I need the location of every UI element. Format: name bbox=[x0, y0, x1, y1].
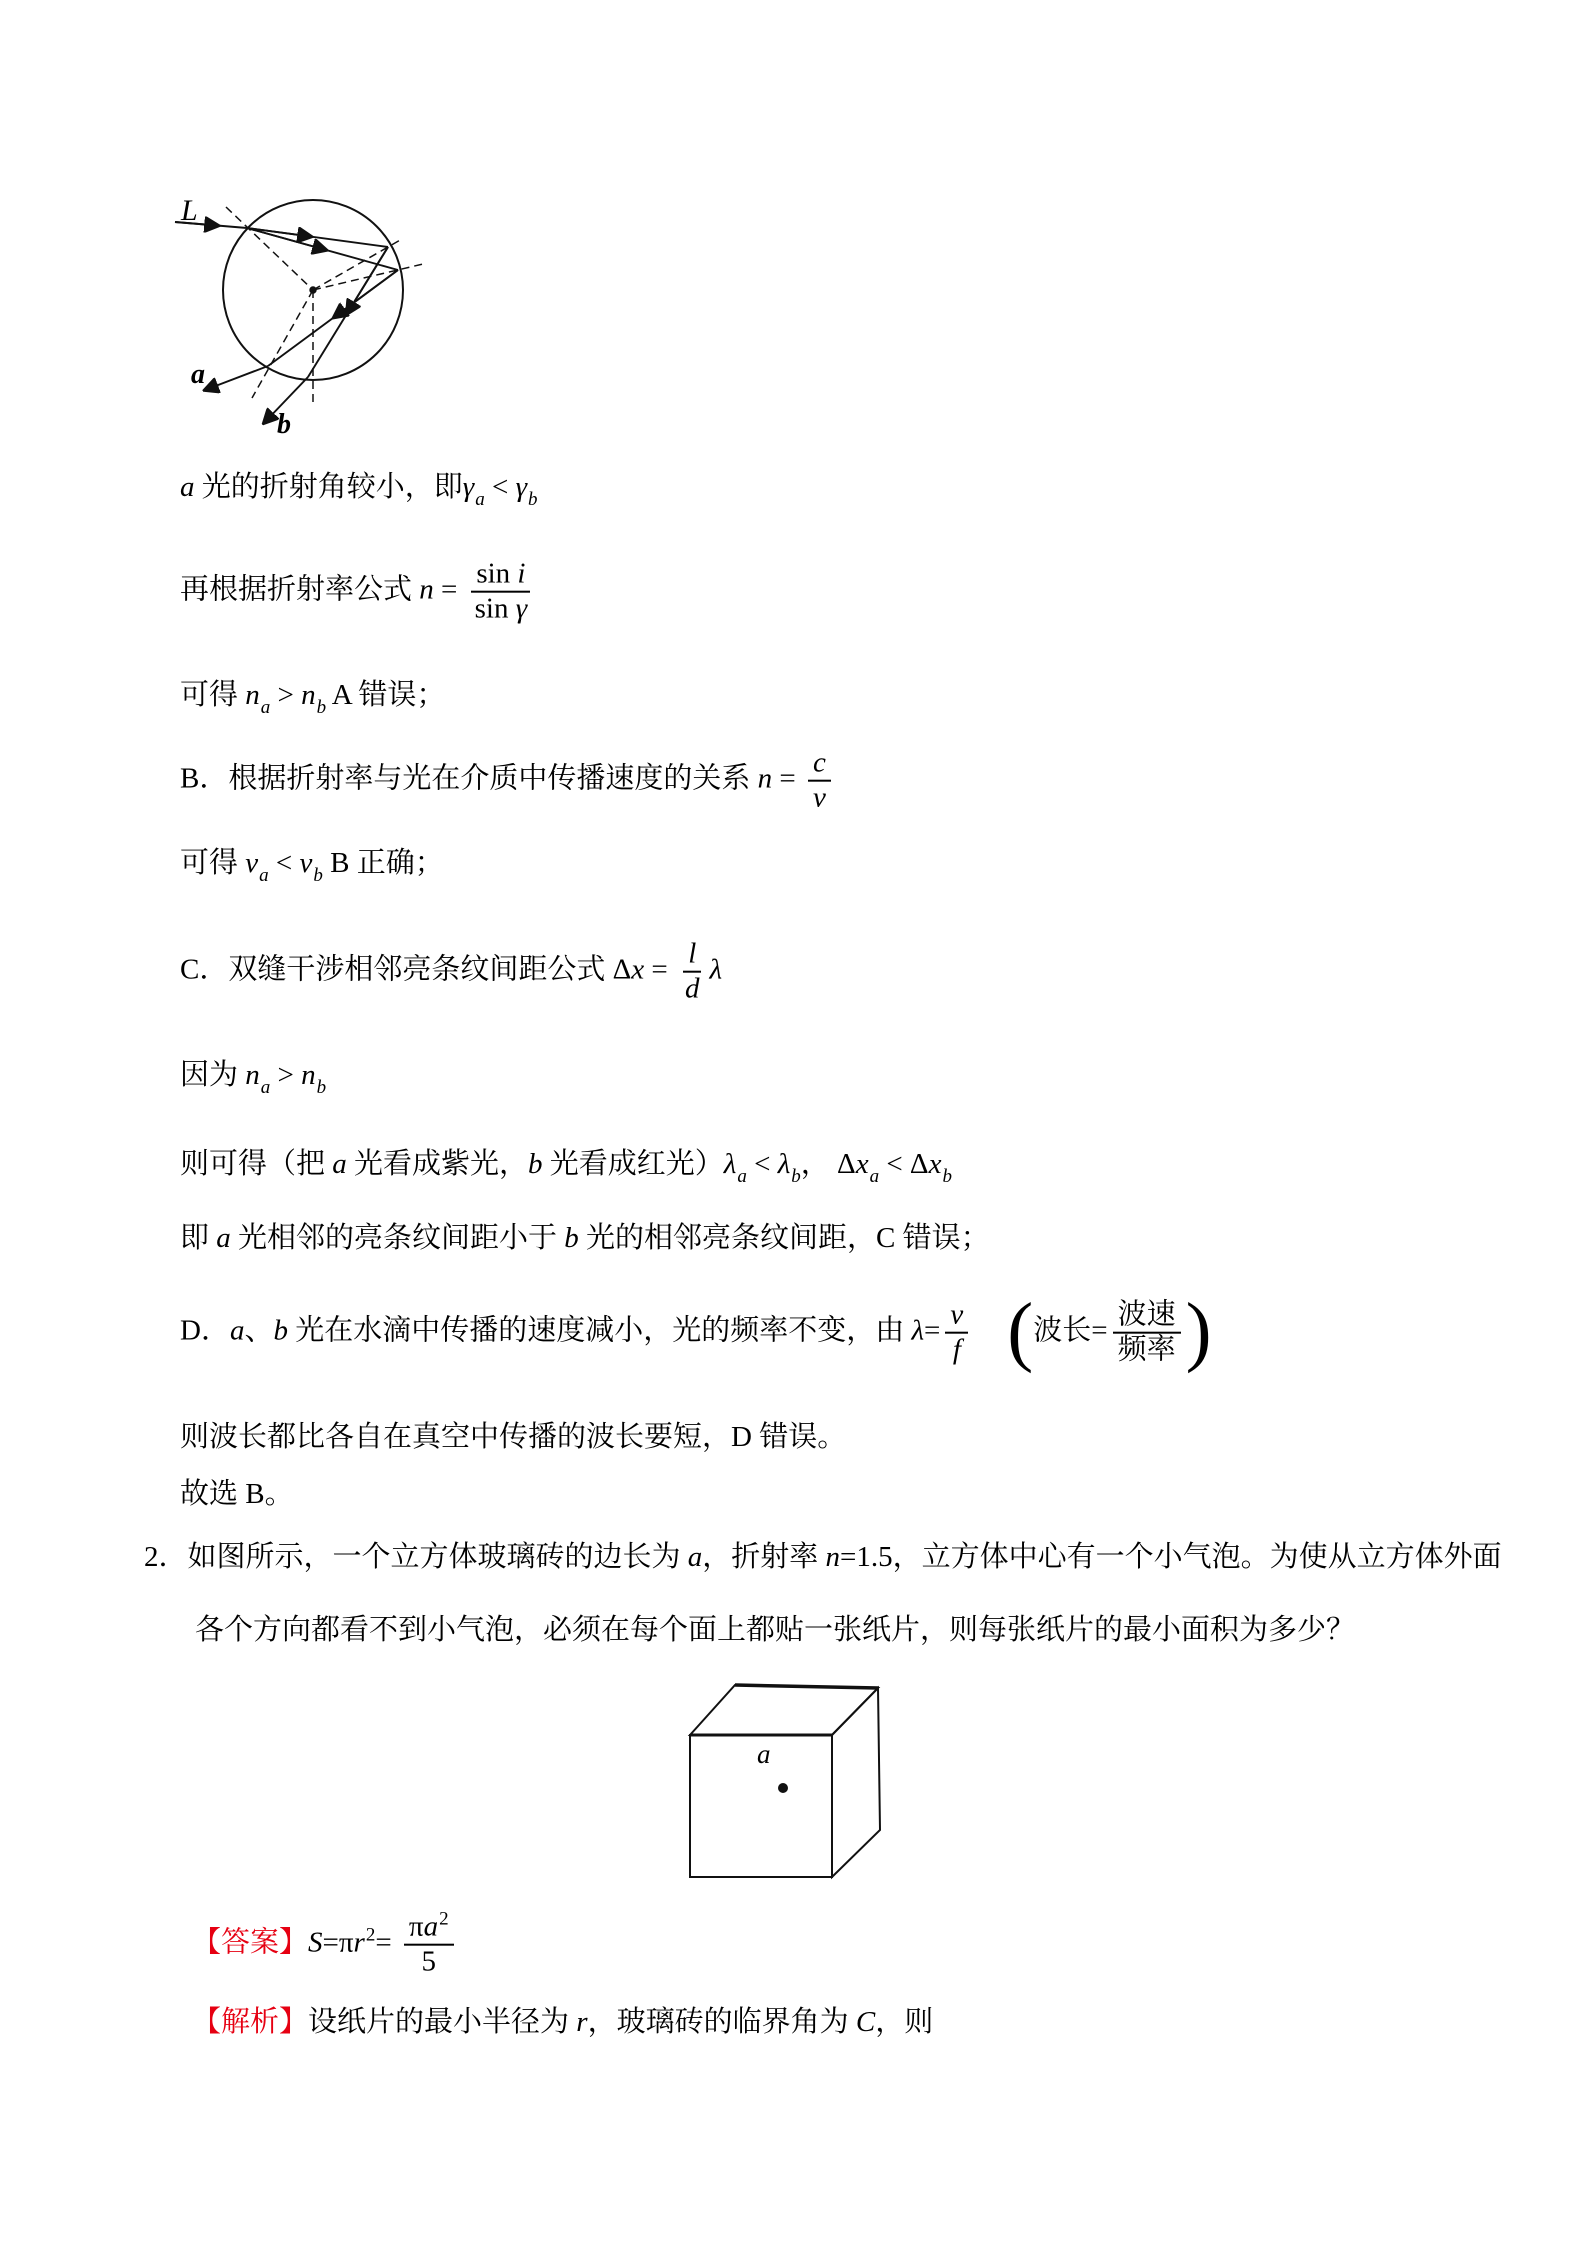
line-conclusion-c: 即 a 光相邻的亮条纹间距小于 b 光的相邻亮条纹间距，C 错误； bbox=[180, 1221, 990, 1254]
ray-b-label: b bbox=[277, 409, 291, 440]
cube-top-back-edge bbox=[735, 1685, 878, 1688]
line-because: 因为 $n_a > n_b$ bbox=[180, 1058, 327, 1098]
line-refraction-angle: a 光的折射角较小，即$\gamma_a < \gamma_b$ bbox=[180, 470, 538, 510]
line-option-c: C．双缝干涉相邻亮条纹间距公式 Δx = $\frac{l}{d}$ λ bbox=[180, 937, 723, 1005]
glass-cube-diagram bbox=[660, 1665, 910, 1895]
line-question2-1: 2．如图所示，一个立方体玻璃砖的边长为 a，折射率 n=1.5，立方体中心有一个小气泡。为使从立方体外面 bbox=[144, 1540, 1502, 1573]
line-conclusion-a: 可得 $n_a > n_b$ A 错误； bbox=[180, 678, 446, 718]
cube-right-face bbox=[832, 1688, 880, 1877]
normal-dashed-lines bbox=[226, 207, 423, 402]
line-choose-b: 故选 B。 bbox=[180, 1477, 294, 1510]
water-droplet-ray-diagram bbox=[125, 130, 445, 440]
line-question2-2: 各个方向都看不到小气泡，必须在每个面上都贴一张纸片，则每张纸片的最小面积为多少？ bbox=[195, 1613, 1356, 1646]
droplet-center-dot bbox=[310, 287, 316, 293]
line-formula-n: 再根据折射率公式 n = $\frac{\text{sin i}}{\text{sin γ}}$ bbox=[180, 559, 537, 626]
line-option-d: D．a、b 光在水滴中传播的速度减小，光的频率不变，由 λ= $\frac{v}{f}$ (波长= $\frac{\text{波速}}{\text{频率}}$ ) bbox=[180, 1287, 1212, 1374]
line-analysis: 【解析】设纸片的最小半径为 r，玻璃砖的临界角为 C，则 bbox=[192, 2005, 934, 2038]
line-then-get: 则可得（把 a 光看成紫光，b 光看成红光）$\lambda_a < \lambda_b$， $\Delta x_a < \Delta x_b$ bbox=[180, 1147, 952, 1187]
line-conclusion-d: 则波长都比各自在真空中传播的波长要短，D 错误。 bbox=[180, 1420, 847, 1453]
light-rays bbox=[175, 222, 398, 423]
incident-ray-label: L bbox=[181, 194, 198, 227]
ray-a-label: a bbox=[191, 359, 205, 390]
cube-edge-label: a bbox=[757, 1739, 771, 1769]
line-conclusion-b: 可得 $v_a < v_b$ B 正确； bbox=[180, 846, 444, 886]
line-answer: 【答案】$S=\pi r^2=$ $\frac{\pi a^2}{5}$ bbox=[192, 1912, 459, 1979]
bubble-dot bbox=[779, 1784, 788, 1793]
line-option-b: B．根据折射率与光在介质中传播速度的关系 n = $\frac{c}{v}$ bbox=[180, 748, 836, 815]
cube-top-face bbox=[690, 1685, 878, 1735]
